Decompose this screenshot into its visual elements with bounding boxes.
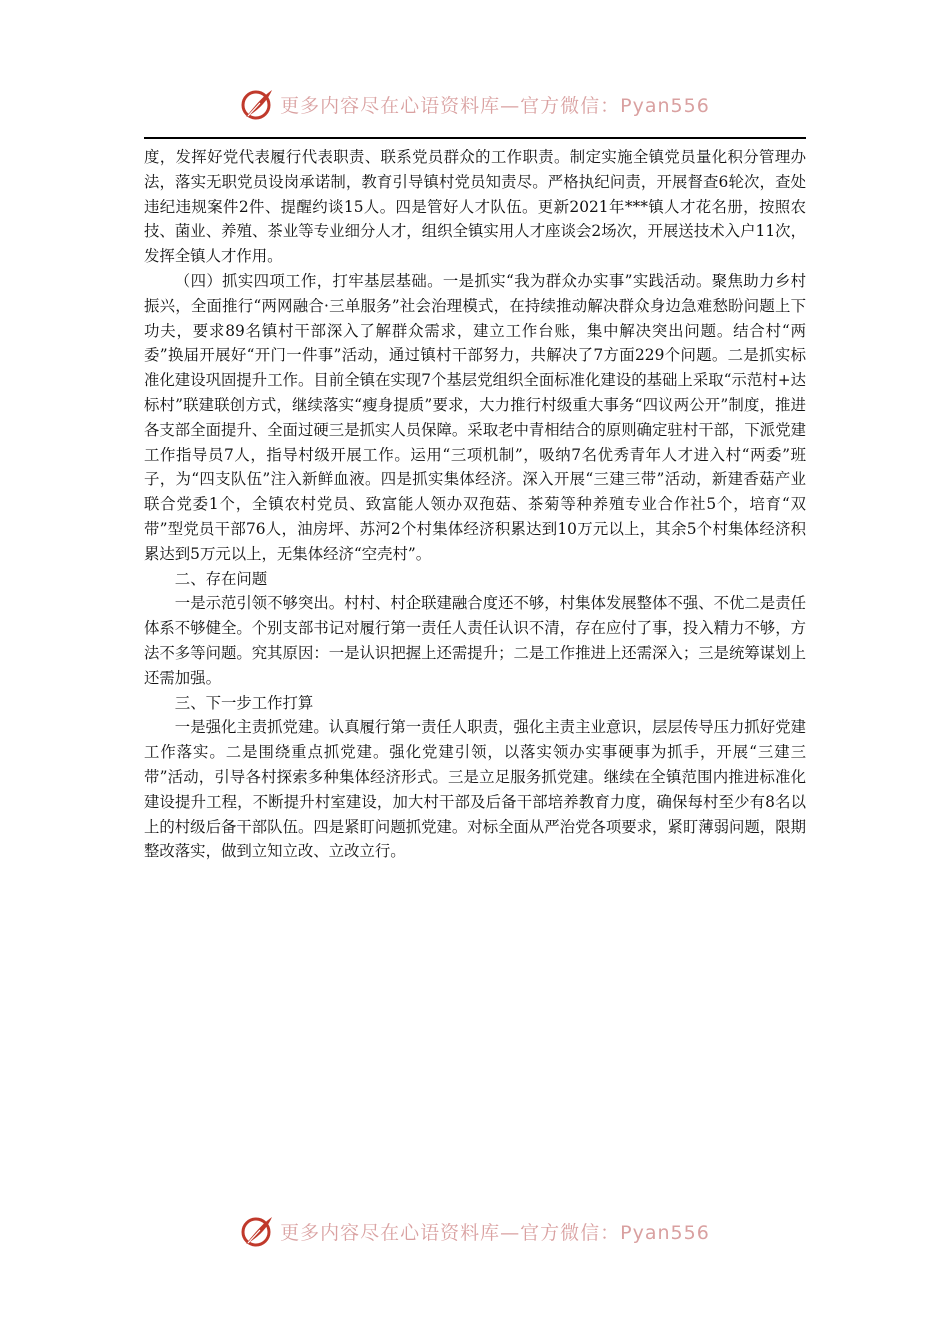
header-banner-handle: Pyan556 <box>620 94 710 117</box>
paragraph-continuation: 度，发挥好党代表履行代表职责、联系党员群众的工作职责。制定实施全镇党员量化积分管理办法，落实无职党员设岗承诺制，教育引导镇村党员知责尽。严格执纪问责，开展督查6轮次，查处违纪违规案件2件、提醒约谈15人。四是管好人才队伍。更新2021年***镇人才花名册，按照农技、菌业、养殖、茶业等专业细分人才，组织全镇实用人才座谈会2场次，开展送技术入户11次，发挥全镇人才作用。 <box>144 148 806 266</box>
header-banner-inner <box>240 87 710 121</box>
footer-banner-text <box>280 1218 710 1245</box>
document-body <box>144 145 806 864</box>
header-banner <box>0 84 950 124</box>
paragraph-four-tasks: （四）抓实四项工作，打牢基层基础。一是抓实“我为群众办实事”实践活动。聚焦助力乡村振兴，全面推行“两网融合·三单服务”社会治理模式，在持续推动解决群众身边急难愁盼问题上下功夫，要求89名镇村干部深入了解群众需求，建立工作台账，集中解决突出问题。结合村“两委”换届开展好“开门一件事”活动，通过镇村干部努力，共解决了7方面229个问题。二是抓实标准化建设巩固提升工作。目前全镇在实现7个基层党组织全面标准化建设的基础上采取“示范村+达标村”联建联创方式，继续落实“瘦身提质”要求，大力推行村级重大事务“四议两公开”制度，推进各支部全面提升、全面过硬三是抓实人员保障。采取老中青相结合的原则确定驻村干部，下派党建工作指导员7人，指导村级开展工作。运用“三项机制”，吸纳7名优秀青年人才进入村“两委”班子，为“四支队伍”注入新鲜血液。四是抓实集体经济。深入开展“三建三带”活动，新建香菇产业联合党委1个，全镇农村党员、致富能人领办双孢菇、茶菊等种养殖专业合作社5个，培育“双带”型党员干部76人，油房坪、苏河2个村集体经济积累达到10万元以上，其余5个村集体经济积累达到5万元以上，无集体经济“空壳村”。 <box>144 271 806 563</box>
quill-logo-icon <box>240 1214 274 1248</box>
paragraph-problems: 一是示范引领不够突出。村村、村企联建融合度还不够，村集体发展整体不强、不优二是责任体系不够健全。个别支部书记对履行第一责任人责任认识不清，存在应付了事，投入精力不够，方法不多等问题。究其原因：一是认识把握上还需提升；二是工作推进上还需深入；三是统筹谋划上还需加强。 <box>144 594 806 687</box>
header-banner-text <box>280 91 710 118</box>
paragraph-next-steps: 一是强化主责抓党建。认真履行第一责任人职责，强化主责主业意识，层层传导压力抓好党建工作落实。二是围绕重点抓党建。强化党建引领，以落实领办实事硬事为抓手，开展“三建三带”活动，引导各村探索多种集体经济形式。三是立足服务抓党建。继续在全镇范围内推进标准化建设提升工程，不断提升村室建设，加大村干部及后备干部培养教育力度，确保每村至少有8名以上的村级后备干部队伍。四是紧盯问题抓党建。对标全面从严治党各项要求，紧盯薄弱问题，限期整改落实，做到立知立改、立改立行。 <box>144 718 806 861</box>
footer-banner-inner <box>240 1214 710 1248</box>
footer-banner <box>0 1211 950 1251</box>
quill-logo-icon <box>240 87 274 121</box>
section-heading-problems: 二、存在问题 <box>174 569 268 588</box>
footer-banner-handle: Pyan556 <box>620 1221 710 1244</box>
header-banner-label: 更多内容尽在心语资料库—官方微信： <box>280 94 621 117</box>
header-rule <box>144 137 806 139</box>
footer-banner-label: 更多内容尽在心语资料库—官方微信： <box>280 1221 621 1244</box>
section-heading-next-steps: 三、下一步工作打算 <box>174 693 314 712</box>
